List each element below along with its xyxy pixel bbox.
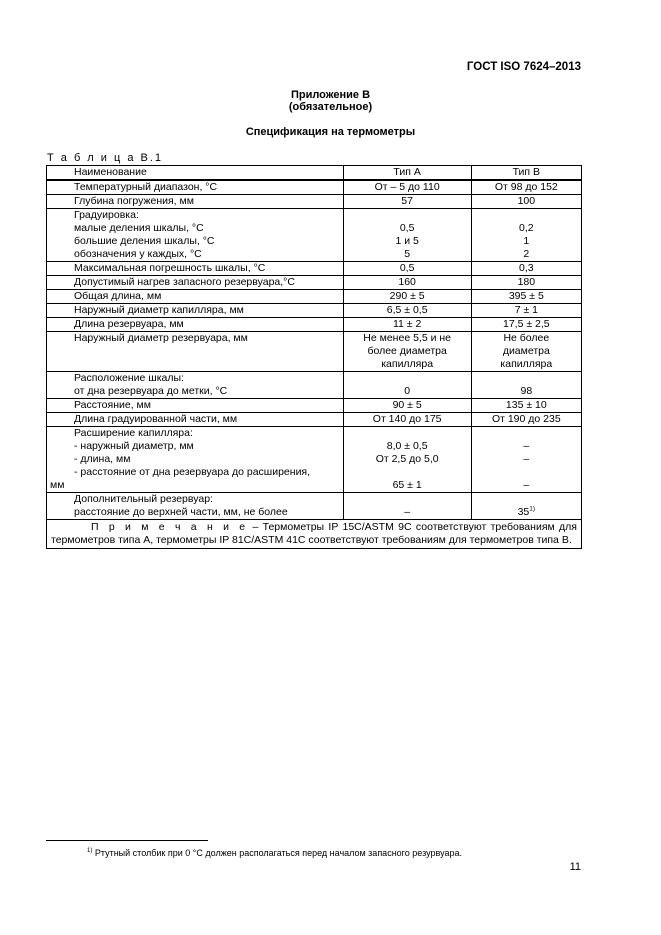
table-row <box>47 209 582 262</box>
value-text: 35 <box>517 506 530 518</box>
table-row <box>47 304 582 318</box>
value-line: 0,5 <box>399 222 415 234</box>
row-name: Длина резервуара, мм <box>47 318 344 332</box>
table-row <box>47 180 582 195</box>
value-type-b <box>471 493 581 520</box>
row-name: Наружный диаметр резервуара, мм <box>47 332 344 372</box>
value-type-a: 11 ± 2 <box>343 318 471 332</box>
column-header-type-b: Тип В <box>471 166 581 181</box>
value-type-a: 6,5 ± 0,5 <box>343 304 471 318</box>
value-type-a <box>343 493 471 520</box>
value-type-b: От 190 до 235 <box>471 413 581 427</box>
row-name: Длина градуированной части, мм <box>47 413 344 427</box>
value-line <box>475 506 578 519</box>
value-type-a <box>343 209 471 262</box>
value-type-b: 395 ± 5 <box>471 290 581 304</box>
value-type-b: 7 ± 1 <box>471 304 581 318</box>
value-type-b: От 98 до 152 <box>471 180 581 195</box>
appendix-status: (обязательное) <box>288 101 373 113</box>
value-line: 1 <box>523 235 530 247</box>
value-type-b: 135 ± 10 <box>471 399 581 413</box>
row-name: Общая длина, мм <box>47 290 344 304</box>
row-name: Расстояние, мм <box>47 399 344 413</box>
row-name-line: мм <box>50 479 65 491</box>
note-label: П р и м е ч а н и е <box>91 521 249 533</box>
row-name-line: Расширение капилляра: <box>74 427 193 439</box>
column-header-name: Наименование <box>47 166 344 181</box>
row-name: Допустимый нагрев запасного резервуара,°С <box>47 276 344 290</box>
row-name-line: большие деления шкалы, °С <box>74 235 215 247</box>
table-row <box>47 290 582 304</box>
row-name-line: - наружный диаметр, мм <box>74 440 194 452</box>
section-title: Спецификация на термометры <box>245 126 416 138</box>
row-name <box>47 372 344 399</box>
footnote-divider <box>46 840 208 841</box>
table-row <box>47 372 582 399</box>
table-row <box>47 318 582 332</box>
value-line: 5 <box>404 248 411 260</box>
value-type-a: 57 <box>343 195 471 209</box>
value-line: 0,2 <box>519 222 534 234</box>
table-row <box>47 332 582 372</box>
value-line: капилляра <box>500 358 553 370</box>
row-name: Наружный диаметр капилляра, мм <box>47 304 344 318</box>
value-line: Не менее 5,5 и не <box>363 332 452 344</box>
value-type-a <box>343 372 471 399</box>
row-name: Глубина погружения, мм <box>47 195 344 209</box>
footnote-mark: 1) <box>87 848 93 854</box>
value-line: От 2,5 до 5,0 <box>375 453 439 465</box>
row-name-line: расстояние до верхней части, мм, не более <box>74 506 288 518</box>
value-line: диаметра <box>502 345 550 357</box>
row-name-line: Градуировка: <box>74 209 139 221</box>
value-type-b: 0,3 <box>471 262 581 276</box>
row-name-line: Расположение шкалы: <box>74 372 184 384</box>
value-type-a <box>343 332 471 372</box>
value-line: Не более <box>503 332 550 344</box>
row-name <box>47 209 344 262</box>
value-type-a <box>343 427 471 493</box>
value-type-a: 290 ± 5 <box>343 290 471 304</box>
value-line: капилляра <box>381 358 434 370</box>
row-name-line: Дополнительный резервуар: <box>74 493 213 505</box>
value-type-b <box>471 427 581 493</box>
value-line: 65 ± 1 <box>392 479 422 491</box>
table-row <box>47 427 582 493</box>
table-row <box>47 493 582 520</box>
row-name-line: - расстояние от дна резервуара до расширения, <box>74 466 311 478</box>
value-line: 0 <box>404 385 411 397</box>
row-name: Температурный диапазон, °С <box>47 180 344 195</box>
value-line: – <box>523 479 530 491</box>
value-line: – <box>523 440 530 452</box>
table-note-row <box>47 520 582 549</box>
value-type-a: От – 5 до 110 <box>343 180 471 195</box>
value-line: – <box>523 453 530 465</box>
footnote-ref: 1) <box>529 505 536 513</box>
table-row <box>47 262 582 276</box>
row-name-line: - длина, мм <box>74 453 131 465</box>
value-line: – <box>404 506 411 518</box>
value-type-b <box>471 209 581 262</box>
value-type-b <box>471 372 581 399</box>
table-caption: Т а б л и ц а В.1 <box>47 152 164 164</box>
footnote-text: Ртутный столбик при 0 °С должен располагаться перед началом запасного резурвуара. <box>94 848 463 858</box>
value-line: 98 <box>520 385 533 397</box>
page-number: 11 <box>569 861 581 873</box>
row-name-line: малые деления шкалы, °С <box>74 222 204 234</box>
value-type-a: 0,5 <box>343 262 471 276</box>
table-row <box>47 195 582 209</box>
table-row <box>47 276 582 290</box>
table-row <box>47 399 582 413</box>
table-note <box>47 520 582 549</box>
value-type-a: 90 ± 5 <box>343 399 471 413</box>
value-type-b <box>471 332 581 372</box>
value-type-b: 17,5 ± 2,5 <box>471 318 581 332</box>
row-name <box>47 427 344 493</box>
value-line: 2 <box>523 248 530 260</box>
column-header-type-a: Тип А <box>343 166 471 181</box>
footnote <box>87 848 462 858</box>
table-header-row <box>47 166 582 181</box>
row-name <box>47 493 344 520</box>
value-line: 8,0 ± 0,5 <box>386 440 428 452</box>
value-type-b: 100 <box>471 195 581 209</box>
spec-table <box>46 165 582 549</box>
appendix-title: Приложение В <box>290 89 371 101</box>
table-row <box>47 413 582 427</box>
value-line: 1 и 5 <box>395 235 419 247</box>
value-type-a: От 140 до 175 <box>343 413 471 427</box>
row-name: Максимальная погрешность шкалы, °С <box>47 262 344 276</box>
value-type-a: 160 <box>343 276 471 290</box>
standard-code: ГОСТ ISO 7624–2013 <box>466 61 581 73</box>
row-name-line: обозначения у каждых, °С <box>74 248 202 260</box>
value-type-b: 180 <box>471 276 581 290</box>
value-line: более диаметра <box>367 345 447 357</box>
row-name-line: от дна резервуара до метки, °С <box>74 385 228 397</box>
note-text: – Термометры IP 15C/ASTM 9C соответствуют требованиям для термометров типа А, термометры IP 81C/ASTM 41C соответствуют требованиям для термометров типа В. <box>51 521 577 546</box>
